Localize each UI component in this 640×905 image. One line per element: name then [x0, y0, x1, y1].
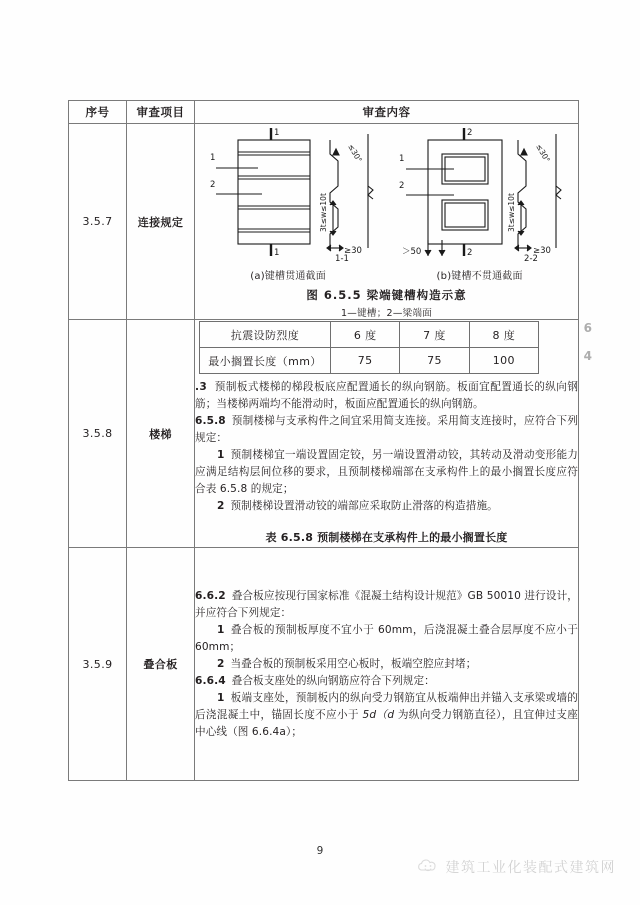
figure-dim-angle-b: ≤30° — [533, 142, 552, 164]
paragraph-658-num: 6.5.8 — [195, 415, 226, 427]
paragraph-658-text: 预制楼梯与支承构件之间宜采用简支连接。采用简支连接时，应符合下列规定： — [195, 415, 578, 444]
row-content-359 — [195, 548, 579, 781]
figure-callout-right-2: 2 — [398, 181, 404, 191]
min-bearing-length-table — [199, 321, 539, 374]
paragraph-658 — [195, 413, 578, 447]
figure-section-name-b: 2-2 — [523, 254, 538, 264]
figure-section-mark-a-top: 1 — [273, 128, 279, 138]
row-no-357: 3.5.7 — [69, 124, 127, 320]
paragraph-658-item-2-text: 预制楼梯设置滑动铰的端部应采取防止滑落的构造措施。 — [230, 500, 498, 512]
figure-dim-angle-a: ≤30° — [345, 142, 364, 164]
watermark-text: 建筑工业化装配式建筑网 — [445, 860, 616, 876]
paragraph-658-item-2-num: 2 — [217, 500, 225, 512]
watermark — [417, 857, 617, 877]
figure-section-mark-b-top: 2 — [466, 128, 472, 138]
paragraph-3-text: 预制板式楼梯的梯段板底应配置通长的纵向钢筋。板面宜配置通长的纵向钢筋；当楼梯两端均不能滑动时，板面应配置通长的纵向钢筋。 — [195, 381, 579, 410]
inner-val-2: 75 — [400, 348, 469, 374]
page-number: 9 — [316, 845, 324, 857]
paragraph-664-num: 6.6.4 — [195, 674, 226, 687]
figure-subcaption-b: (b)键槽不贯通截面 — [436, 271, 523, 282]
row-item-357: 连接规定 — [127, 124, 195, 320]
beam-key-groove-diagram — [202, 124, 572, 266]
row-item-359: 叠合板 — [127, 548, 195, 781]
paragraph-662 — [195, 588, 578, 622]
inner-val-1: 75 — [331, 348, 400, 374]
paragraph-658-item-1-num: 1 — [217, 449, 225, 461]
figure-callout-right-1: 1 — [398, 154, 404, 164]
row-no-359: 3.5.9 — [69, 548, 127, 781]
inner-hdr-3: 8 度 — [469, 322, 538, 348]
paragraph-658-item-1 — [195, 447, 578, 498]
header-item: 审查项目 — [127, 101, 195, 124]
row-no-358: 3.5.8 — [69, 320, 127, 548]
review-table — [68, 100, 592, 781]
inner-val-0: 最小搁置长度（mm） — [200, 348, 331, 374]
figure-dim-depth-a: ≥30 — [343, 246, 362, 256]
paragraph-662-item-1-num: 1 — [217, 623, 225, 636]
paragraph-662-item-2 — [195, 656, 578, 673]
row-content-358 — [195, 320, 592, 548]
table-row — [69, 548, 579, 781]
paragraph-662-num: 6.6.2 — [195, 589, 226, 602]
figure-dim-width-a: 3t≤w≤10t — [318, 193, 328, 232]
ghost-mark-4: 4 — [583, 349, 592, 363]
paragraph-662-item-2-num: 2 — [217, 657, 225, 670]
header-no: 序号 — [69, 101, 127, 124]
table-row — [69, 124, 579, 320]
paragraph-664 — [195, 673, 578, 690]
paragraph-664-text: 叠合板支座处的纵向钢筋应符合下列规定： — [231, 674, 435, 687]
figure-callout-left-1: 1 — [209, 153, 215, 163]
cloud-smiley-logo-icon — [417, 859, 439, 875]
figure-callout-left-2: 2 — [209, 180, 215, 190]
inner-header-row — [200, 322, 539, 348]
paragraph-664-item-1 — [195, 690, 578, 741]
paragraph-664-item-1-text-a: 板端支座处，预制板内的纵向受力钢筋宜从板端伸出并锚入支承梁或墙的后浇混凝土中，锚固长度不应小于 — [195, 691, 578, 721]
figure-title: 图 6.5.5 梁端键槽构造示意 — [306, 288, 467, 302]
paragraph-664-item-1-italic: 5d（d — [362, 708, 395, 721]
paragraph-662-item-1 — [195, 622, 578, 656]
row-content-357 — [195, 124, 579, 320]
header-content: 审查内容 — [195, 101, 579, 124]
figure-key: 1—键槽；2—梁端面 — [340, 308, 433, 319]
paragraph-658-item-1-text: 预制楼梯宜一端设置固定铰，另一端设置滑动铰，其转动及滑动变形能力应满足结构层间位移的要求，且预制楼梯端部在支承构件上的最小搁置长度应符合表 6.5.8 的规定； — [195, 449, 578, 495]
inner-hdr-1: 6 度 — [331, 322, 400, 348]
paragraph-658-item-2 — [195, 498, 578, 515]
paragraph-662-text: 叠合板应按现行国家标准《混凝土结构设计规范》GB 50010 进行设计，并应符合下列规定： — [195, 589, 578, 619]
paragraph-3 — [195, 379, 578, 413]
figure-section-mark-a-bottom: 1 — [273, 248, 279, 258]
figure-subcaption-a: (a)键槽贯通截面 — [250, 271, 326, 282]
inner-val-3: 100 — [469, 348, 538, 374]
table-row — [69, 320, 579, 548]
inner-hdr-2: 7 度 — [400, 322, 469, 348]
paragraph-662-item-1-text: 叠合板的预制板厚度不宜小于 60mm，后浇混凝土叠合层厚度不应小于 60mm； — [195, 623, 578, 653]
table-header-row — [69, 101, 579, 124]
inner-hdr-0: 抗震设防烈度 — [200, 322, 331, 348]
row-item-358: 楼梯 — [127, 320, 195, 548]
min-bearing-length-table-caption: 表 6.5.8 预制楼梯在支承构件上的最小搁置长度 — [265, 531, 508, 544]
figure-section-mark-b-bottom: 2 — [466, 248, 472, 258]
ghost-mark-6: 6 — [583, 321, 592, 335]
paragraph-664-item-1-num: 1 — [217, 691, 225, 704]
figure-subcaptions — [195, 267, 578, 282]
min-bearing-length-table-wrap — [195, 321, 592, 374]
figure-dim-spacing-b: ＞50 — [401, 247, 421, 257]
paragraph-3-num: .3 — [195, 381, 208, 393]
figure-dim-depth-b: ≥30 — [532, 246, 551, 256]
inner-value-row — [200, 348, 539, 374]
paragraph-664-item-1-text-b: 为纵向受力钢筋直径），且宜伸过支座中心线（图 6.6.4a）； — [195, 708, 578, 738]
figure-dim-width-b: 3t≤w≤10t — [506, 193, 516, 232]
figure-section-name-a: 1-1 — [334, 254, 349, 264]
paragraph-662-item-2-text: 当叠合板的预制板采用空心板时，板端空腔应封堵； — [230, 657, 477, 670]
